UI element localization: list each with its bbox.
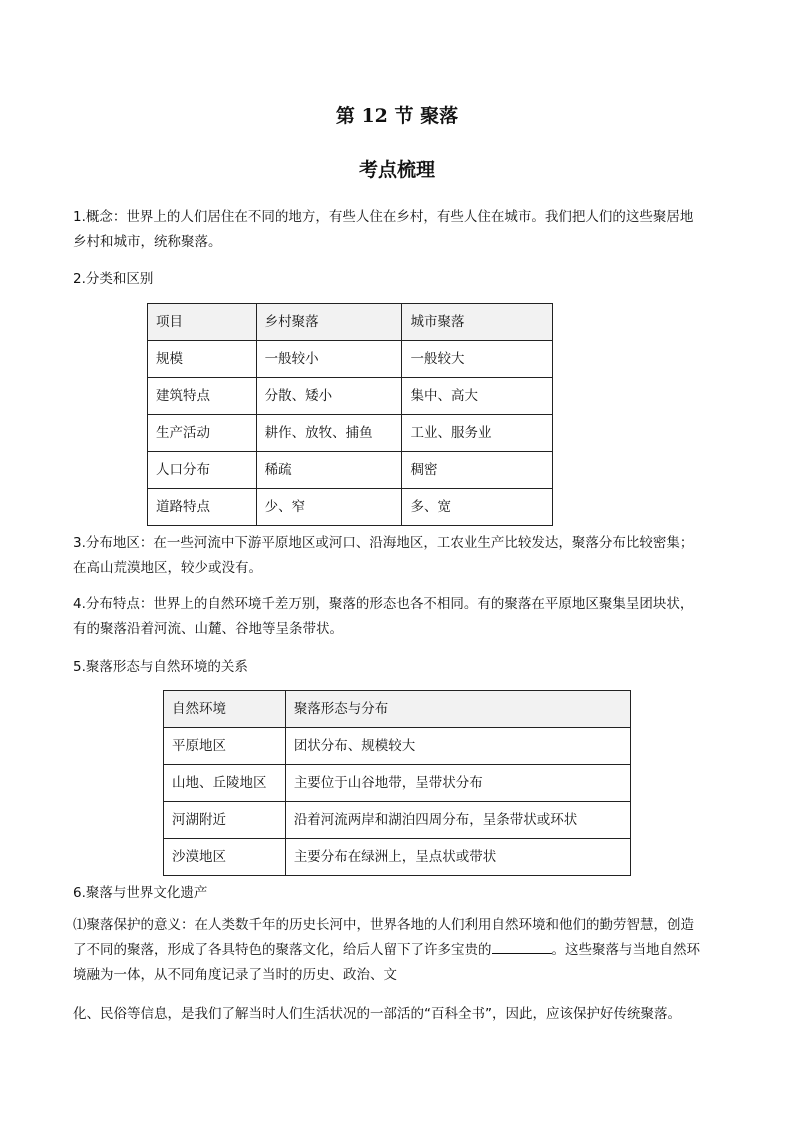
table-cell: 集中、高大 [402,378,553,415]
classification-heading: 2.分类和区别 [73,271,154,287]
table-cell: 多、宽 [402,489,553,526]
table-cell: 主要位于山谷地带，呈带状分布 [285,765,630,802]
table-row [164,839,631,876]
table-cell: 一般较大 [402,341,553,378]
heritage-heading: 6.聚落与世界文化遗产 [73,885,208,901]
table-row [164,802,631,839]
table-cell: 道路特点 [148,489,257,526]
table-cell: 山地、丘陵地区 [164,765,286,802]
table-row [148,415,553,452]
table-header-cell: 乡村聚落 [256,304,402,341]
distribution-feature-line-1: 4.分布特点：世界上的自然环境千差万别，聚落的形态也各不相同。有的聚落在平原地区聚集呈团块状， [73,596,694,612]
table-row [148,452,553,489]
concept-paragraph [73,205,728,255]
concept-line-2: 乡村和城市，统称聚落。 [73,234,222,250]
table-row [148,341,553,378]
protection-line-1: ⑴聚落保护的意义：在人类数千年的历史长河中，世界各地的人们利用自然环境和他们的勤劳智慧，创造 [73,917,694,933]
distribution-area-paragraph [73,531,728,581]
concept-line-1: 1.概念：世界上的人们居住在不同的地方，有些人住在乡村，有些人住在城市。我们把人们的这些聚居地 [73,209,694,225]
relation-heading: 5.聚落形态与自然环境的关系 [73,659,248,675]
table-cell: 沿着河流两岸和湖泊四周分布，呈条带状或环状 [285,802,630,839]
protection-line-2b: 。这些聚落与当地自然环 [551,942,700,958]
table-cell: 稀疏 [256,452,402,489]
table-header-row [148,304,553,341]
table-cell: 少、窄 [256,489,402,526]
environment-table [163,690,631,876]
table-header-cell: 聚落形态与分布 [285,691,630,728]
protection-continuation: 化、民俗等信息，是我们了解当时人们生活状况的一部活的“百科全书”，因此，应该保护好传统聚落。 [73,1006,681,1022]
table-cell: 平原地区 [164,728,286,765]
table-cell: 耕作、放牧、捕鱼 [256,415,402,452]
table-row [164,728,631,765]
table-cell: 生产活动 [148,415,257,452]
table-row [164,765,631,802]
table-header-cell: 城市聚落 [402,304,553,341]
section-title: 考点梳理 [358,159,435,181]
table-cell: 分散、矮小 [256,378,402,415]
table-header-cell: 自然环境 [164,691,286,728]
table-cell: 团状分布、规模较大 [285,728,630,765]
fill-in-blank[interactable] [492,940,552,954]
table-cell: 河湖附近 [164,802,286,839]
table-cell: 沙漠地区 [164,839,286,876]
classification-table [147,303,553,526]
protection-paragraph [73,913,728,988]
page-title: 第 12 节 聚落 [335,105,459,127]
table-cell: 稠密 [402,452,553,489]
table-cell: 主要分布在绿洲上，呈点状或带状 [285,839,630,876]
distribution-area-line-1: 3.分布地区：在一些河流中下游平原地区或河口、沿海地区，工农业生产比较发达，聚落分布比较密集； [73,535,694,551]
distribution-feature-line-2: 有的聚落沿着河流、山麓、谷地等呈条带状。 [73,621,343,637]
table-row [148,378,553,415]
table-row [148,489,553,526]
table-cell: 建筑特点 [148,378,257,415]
table-cell: 人口分布 [148,452,257,489]
table-cell: 规模 [148,341,257,378]
distribution-feature-paragraph [73,592,728,642]
protection-line-3: 境融为一体，从不同角度记录了当时的历史、政治、文 [73,967,397,983]
distribution-area-line-2: 在高山荒漠地区，较少或没有。 [73,560,262,576]
protection-line-2a: 了不同的聚落，形成了各具特色的聚落文化，给后人留下了许多宝贵的 [73,942,492,958]
table-header-cell: 项目 [148,304,257,341]
table-header-row [164,691,631,728]
table-cell: 一般较小 [256,341,402,378]
table-cell: 工业、服务业 [402,415,553,452]
